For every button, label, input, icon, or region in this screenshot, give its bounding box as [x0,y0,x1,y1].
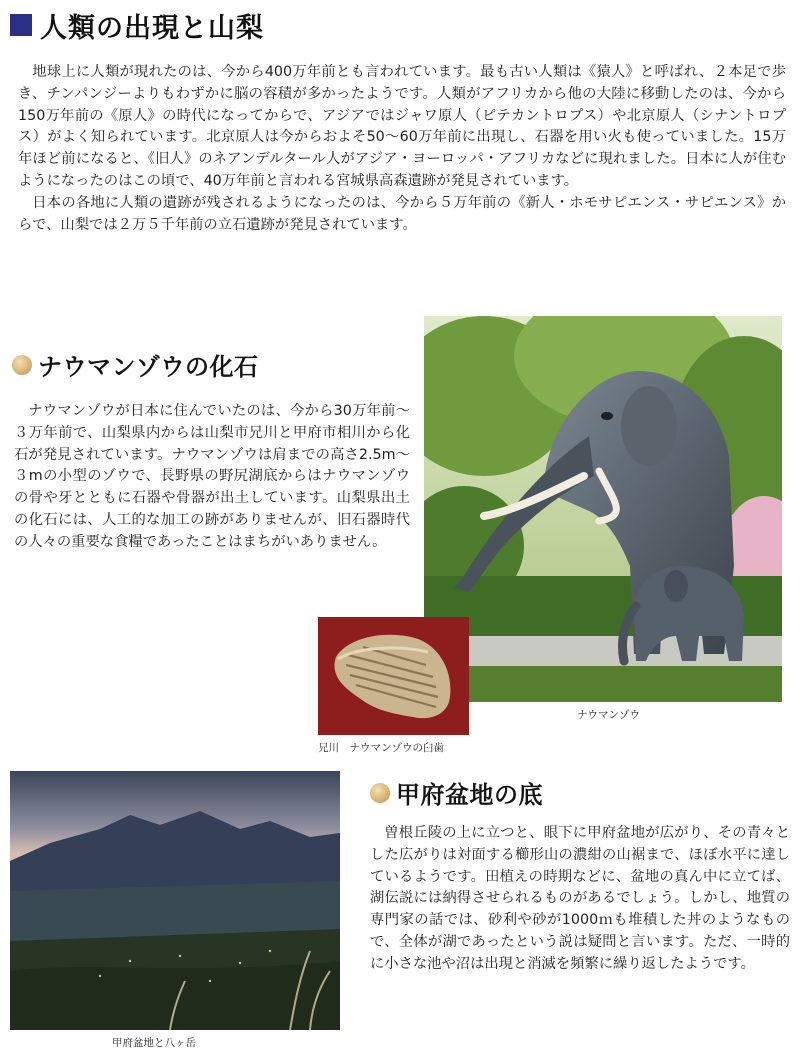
intro-paragraph-2: 日本の各地に人類の遺跡が残されるようになったのは、今から５万年前の《新人・ホモサピエンス・サピエンス》からで、山梨では２万５千年前の立石遺跡が発見されています。 [18,194,786,233]
naumann-title: ナウマンゾウの化石 [38,353,259,381]
kofu-title: 甲府盆地の底 [396,781,543,809]
page-title-bar [10,8,264,42]
kofu-body [370,823,790,976]
fossil-caption: 兄川 ナウマンゾウの臼歯 [318,742,444,754]
naumann-body [14,401,410,554]
statue-caption: ナウマンゾウ [577,709,640,721]
kofu-paragraph: 曽根丘陵の上に立つと、眼下に甲府盆地が広がり、その青々とした広がりは対面する櫛形山の濃紺の山裾まで、ほぼ水平に達しているようです。田植えの時期などに、盆地の真ん中に立てば、湖伝説には納得させられるものがあるでしょう。しかし、地質の専門家の話では、砂利や砂が1000ｍも堆積した丼のようなもので、全体が湖であったという説は疑問と言います。ただ、一時的に小さな池や沼は出現と消滅を頻繁に繰り返したようです。 [370,825,790,972]
intro-paragraph-1: 地球上に人類が現れたのは、今から400万年前とも言われています。最も古い人類は《猿人》と呼ばれ、２本足で歩き、チンパンジーよりもわずかに脳の容積が多かったようです。人類がアフリカから他の大陸に移動したのは、今から150万年前の《原人》の時代になってからで、アジアではジャワ原人（ピテカントロプス）や北京原人（シナントロプス）がよく知られています。北京原人は今からおよそ50〜60万年前に出現し、石器を用い火も使っていました。15万年ほど前になると、《旧人》のネアンデルタール人がアジア・ヨーロッパ・アフリカなどに現れました。日本に人が住むようになったのはこの頃で、40万年前と言われる宮城県高森遺跡が発見されています。 [18,64,786,189]
naumann-section-heading [12,347,259,382]
bullet-dot-icon [370,783,390,803]
kofu-photo-caption: 甲府盆地と八ヶ岳 [112,1037,196,1049]
naumann-statue-photo [424,316,782,702]
fossil-molar-photo [318,617,469,735]
intro-text [18,62,786,236]
naumann-paragraph: ナウマンゾウが日本に住んでいたのは、今から30万年前〜３万年前で、山梨県内からは山梨市兄川と甲府市相川から化石が発見されています。ナウマンゾウは肩までの高さ2.5m〜３mの小型のゾウで、長野県の野尻湖底からはナウマンゾウの骨や牙とともに石器や骨器が出土しています。山梨県出土の化石には、人工的な加工の跡がありませんが、旧石器時代の人々の重要な食糧であったことはまちがいありません。 [14,403,410,550]
bullet-dot-icon [12,355,32,375]
title-square-marker [10,14,32,36]
kofu-basin-photo [10,771,340,1030]
page-title: 人類の出現と山梨 [40,12,264,44]
kofu-section-heading [370,775,543,810]
